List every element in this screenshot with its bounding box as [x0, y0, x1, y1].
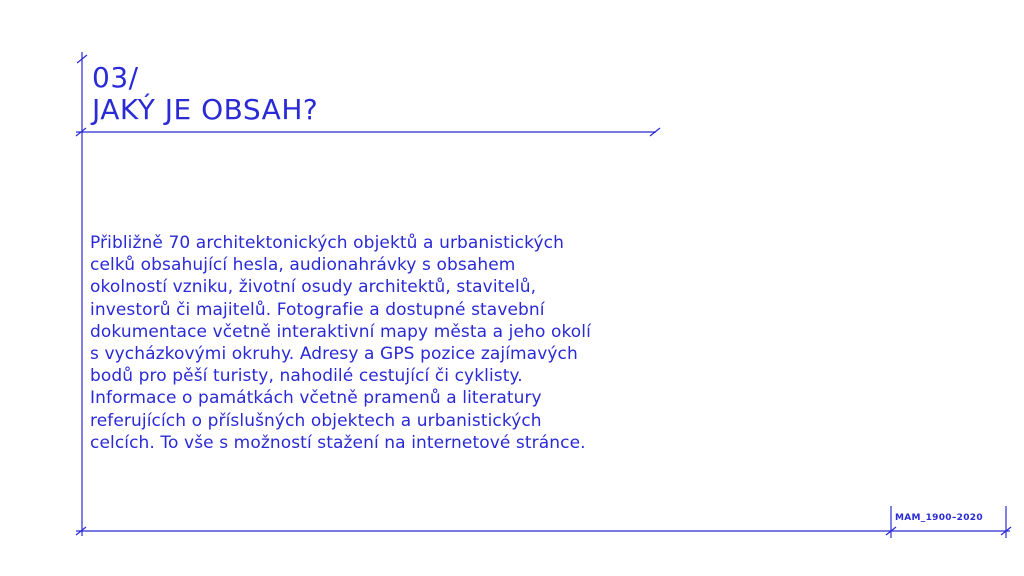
body-line: dokumentace včetně interaktivní mapy města a jeho okolí	[90, 321, 591, 342]
body-line: Přibližně 70 architektonických objektů a urbanistických	[90, 233, 564, 253]
body-line: referujících o příslušných objektech a urbanistických	[90, 410, 542, 431]
body-line: Informace o památkách včetně pramenů a literatury	[90, 388, 542, 409]
body-line: celcích. To vše s možností stažení na internetové stránce.	[90, 432, 586, 453]
body-paragraph	[90, 232, 670, 454]
page-heading	[92, 62, 318, 126]
body-line: investorů či majitelů. Fotografie a dostupné stavební	[90, 299, 545, 320]
body-line: celků obsahující hesla, audionahrávky s obsahem	[90, 255, 516, 276]
body-line: okolností vzniku, životní osudy architektů, stavitelů,	[90, 277, 537, 298]
body-line: s vycházkovými okruhy. Adresy a GPS pozice zajímavých	[90, 344, 578, 365]
body-line: bodů pro pěší turisty, nahodilé cestující či cyklisty.	[90, 366, 523, 387]
footer-tag: MAM_1900–2020	[895, 513, 983, 523]
section-number: 03/	[92, 61, 139, 94]
section-title: JAKÝ JE OBSAH?	[92, 93, 319, 126]
